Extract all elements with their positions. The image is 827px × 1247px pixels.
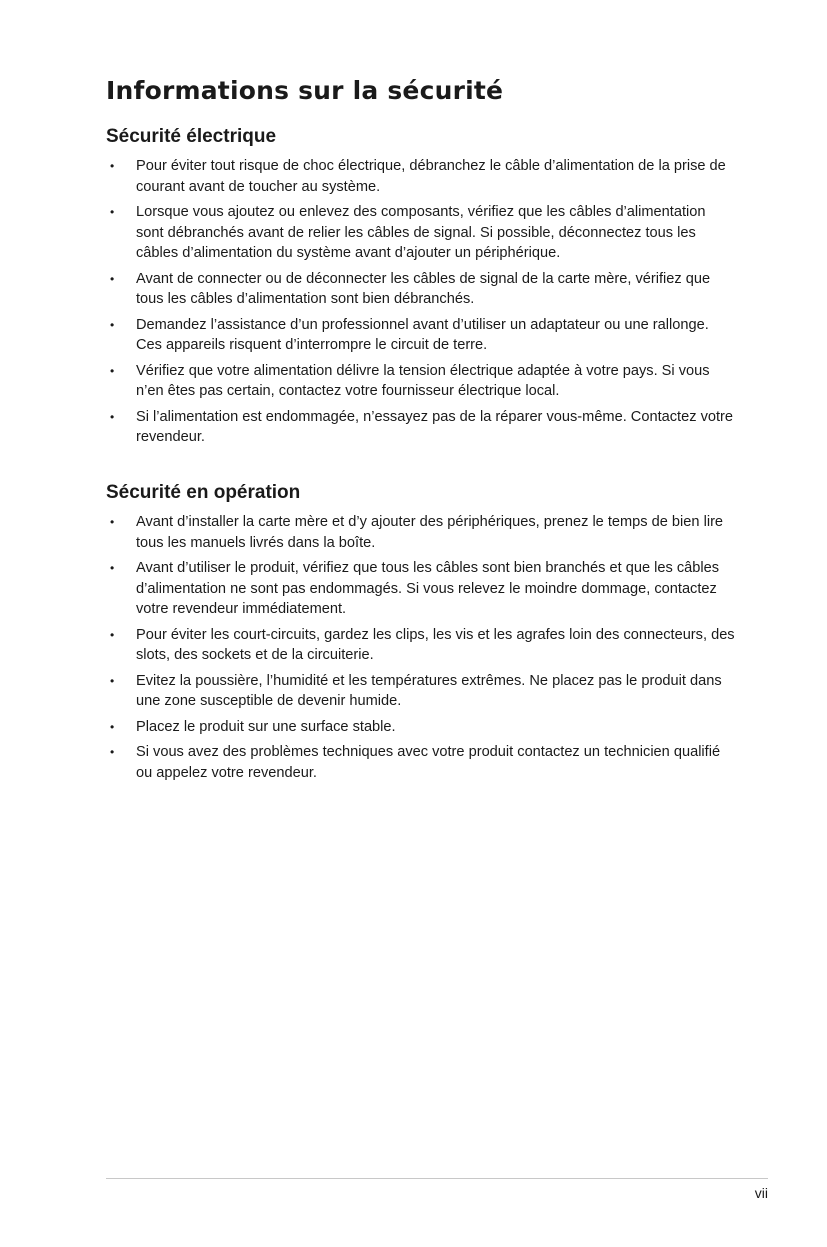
list-item <box>106 315 736 356</box>
list-item <box>106 202 736 264</box>
electrical-safety-list <box>106 156 736 448</box>
page-title: Informations sur la sécurité <box>106 76 504 105</box>
bullet-icon: • <box>110 745 115 759</box>
list-item-text: Pour éviter les court-circuits, gardez les clips, les vis et les agrafes loin des connecteurs, des slots, des sockets et de la circuiterie. <box>136 626 735 663</box>
page-number: vii <box>754 1185 768 1201</box>
list-item-text: Avant de connecter ou de déconnecter les câbles de signal de la carte mère, vérifiez que tous les câbles d’alimentation sont bien débranchés. <box>136 270 711 307</box>
list-item-text: Si vous avez des problèmes techniques avec votre produit contactez un technicien qualifié ou appelez votre revendeur. <box>136 744 721 781</box>
operation-safety-section <box>106 482 736 788</box>
electrical-safety-section <box>106 126 736 453</box>
bullet-icon: • <box>110 205 115 219</box>
list-item-text: Evitez la poussière, l’humidité et les températures extrêmes. Ne placez pas le produit dans une zone susceptible de devenir humide. <box>136 672 722 709</box>
bullet-icon: • <box>110 515 115 529</box>
list-item-text: Demandez l’assistance d’un professionnel avant d’utiliser un adaptateur ou une rallonge. Ces appareils risquent d’interrompre le circuit de terre. <box>136 316 709 353</box>
bullet-icon: • <box>110 317 115 332</box>
bullet-icon: • <box>110 159 115 173</box>
list-item-text: Vérifiez que votre alimentation délivre la tension électrique adaptée à votre pays. Si vous n’en êtes pas certain, contactez votre fournisseur électrique local. <box>136 362 710 399</box>
bullet-icon: • <box>110 409 115 424</box>
list-item <box>106 361 736 402</box>
operation-safety-list <box>106 512 736 783</box>
list-item-text: Avant d’installer la carte mère et d’y ajouter des périphériques, prenez le temps de bien lire tous les manuels livrés dans la boîte. <box>136 514 724 551</box>
list-item <box>106 717 736 738</box>
bullet-icon: • <box>110 719 115 734</box>
list-item <box>106 742 736 783</box>
bullet-icon: • <box>110 271 115 286</box>
section-heading-operation: Sécurité en opération <box>106 482 301 503</box>
list-item-text: Lorsque vous ajoutez ou enlevez des composants, vérifiez que les câbles d’alimentation sont débranchés avant de relier les câbles de signal. Si possible, déconnectez tous les câbles d’alimentation du système avant d’ajouter un périphérique. <box>136 204 706 261</box>
bullet-icon: • <box>110 363 115 378</box>
list-item-text: Pour éviter tout risque de choc électrique, débranchez le câble d’alimentation de la prise de courant avant de toucher au système. <box>136 158 726 195</box>
footer-divider <box>106 1178 768 1179</box>
section-heading-electrical: Sécurité électrique <box>106 126 277 147</box>
list-item <box>106 625 736 666</box>
list-item <box>106 558 736 620</box>
list-item <box>106 407 736 448</box>
list-item <box>106 156 736 197</box>
bullet-icon: • <box>110 673 115 688</box>
list-item <box>106 671 736 712</box>
bullet-icon: • <box>110 561 115 575</box>
list-item-text: Avant d’utiliser le produit, vérifiez que tous les câbles sont bien branchés et que les câbles d’alimentation ne sont pas endommagés. Si vous relevez le moindre dommage, contactez votre revendeur immédiatement. <box>136 560 720 617</box>
list-item-text: Si l’alimentation est endommagée, n’essayez pas de la réparer vous-même. Contactez votre revendeur. <box>136 408 734 445</box>
list-item <box>106 269 736 310</box>
bullet-icon: • <box>110 627 115 642</box>
list-item-text: Placez le produit sur une surface stable. <box>136 718 396 735</box>
list-item <box>106 512 736 553</box>
